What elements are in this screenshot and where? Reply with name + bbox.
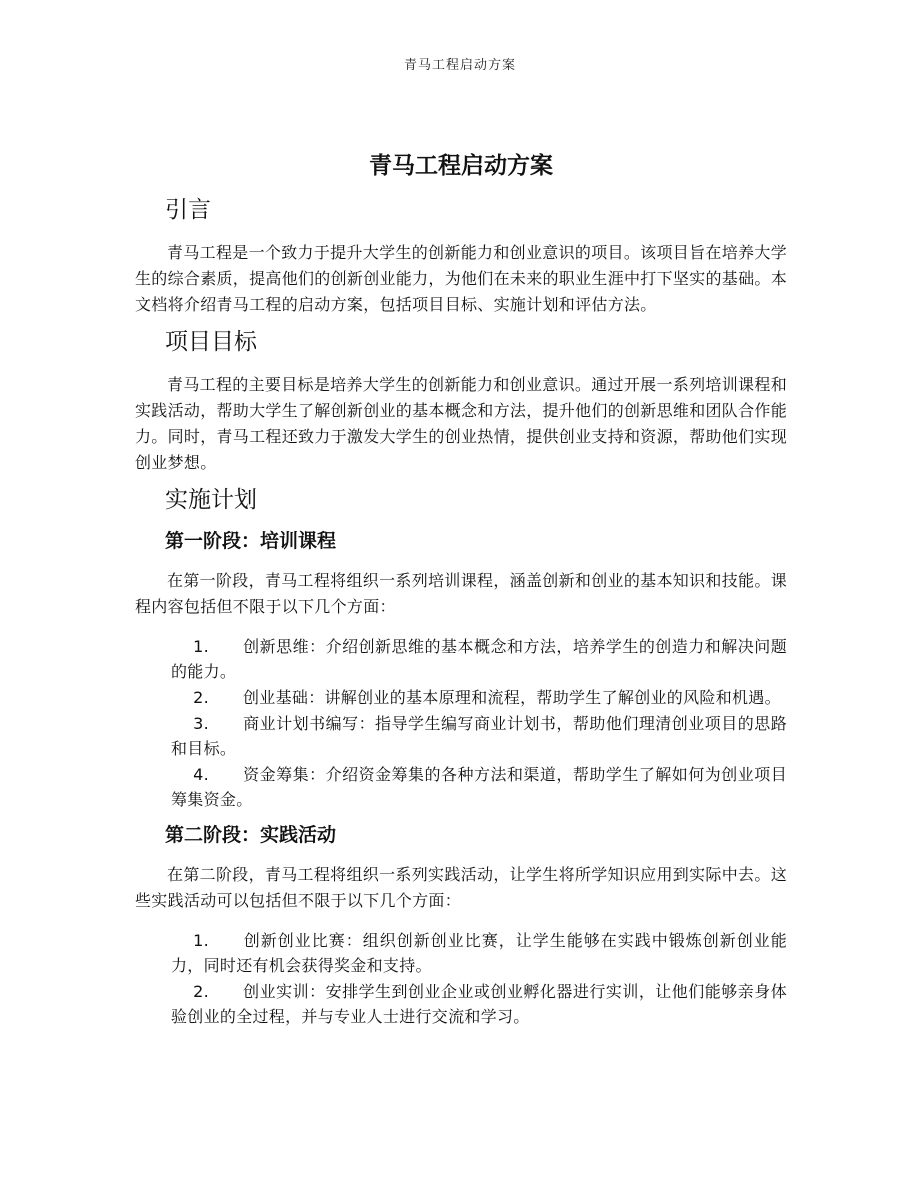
list-item-text: 商业计划书编写：指导学生编写商业计划书，帮助他们理清创业项目的思路和目标。: [171, 714, 787, 758]
section-heading-plan: 实施计划: [165, 487, 257, 513]
list-item-text: 创新思维：介绍创新思维的基本概念和方法，培养学生的创造力和解决问题的能力。: [171, 637, 787, 681]
list-item: [135, 685, 787, 710]
section-heading-goals: 项目目标: [165, 329, 257, 355]
section-heading-introduction: 引言: [165, 197, 211, 223]
list-item-number: 2.: [193, 982, 209, 1001]
document-body: [135, 140, 787, 1030]
list-item-text: 创新创业比赛：组织创新创业比赛，让学生能够在实践中锻炼创新创业能力，同时还有机会获得奖金和支持。: [171, 931, 787, 975]
list-item-text: 创业基础：讲解创业的基本原理和流程，帮助学生了解创业的风险和机遇。: [243, 688, 781, 707]
list-item-text: 资金筹集：介绍资金筹集的各种方法和渠道，帮助学生了解如何为创业项目筹集资金。: [171, 765, 787, 809]
goals-paragraph: 青马工程的主要目标是培养大学生的创新能力和创业意识。通过开展一系列培训课程和实践活动，帮助大学生了解创新创业的基本概念和方法，提升他们的创新思维和团队合作能力。同时，青马工程还致力于激发大学生的创业热情，提供创业支持和资源，帮助他们实现创业梦想。: [135, 375, 788, 472]
list-item-number: 1.: [193, 637, 209, 656]
list-item-number: 3.: [193, 714, 209, 733]
introduction-paragraph: 青马工程是一个致力于提升大学生的创新能力和创业意识的项目。该项目旨在培养大学生的综合素质，提高他们的创新创业能力，为他们在未来的职业生涯中打下坚实的基础。本文档将介绍青马工程的启动方案，包括项目目标、实施计划和评估方法。: [135, 243, 788, 314]
list-item: [135, 762, 787, 812]
list-item-number: 4.: [193, 765, 209, 784]
phase-one-paragraph: 在第一阶段，青马工程将组织一系列培训课程，涵盖创新和创业的基本知识和技能。课程内容包括但不限于以下几个方面：: [135, 571, 787, 616]
phase-one-heading: 第一阶段：培训课程: [165, 530, 337, 552]
list-item: [135, 634, 787, 684]
document-title: 青马工程启动方案: [369, 153, 553, 179]
phase-one-list: [135, 634, 787, 812]
list-item-text: 创业实训：安排学生到创业企业或创业孵化器进行实训，让他们能够亲身体验创业的全过程，并与专业人士进行交流和学习。: [171, 982, 787, 1026]
list-item: [135, 979, 787, 1029]
list-item-number: 2.: [193, 688, 209, 707]
phase-two-list: [135, 928, 787, 1029]
list-item: [135, 711, 787, 761]
phase-two-heading: 第二阶段：实践活动: [165, 824, 337, 846]
running-header: 青马工程启动方案: [403, 58, 516, 73]
list-item-number: 1.: [193, 931, 209, 950]
list-item: [135, 928, 787, 978]
phase-two-paragraph: 在第二阶段，青马工程将组织一系列实践活动，让学生将所学知识应用到实际中去。这些实践活动可以包括但不限于以下几个方面：: [135, 865, 787, 910]
